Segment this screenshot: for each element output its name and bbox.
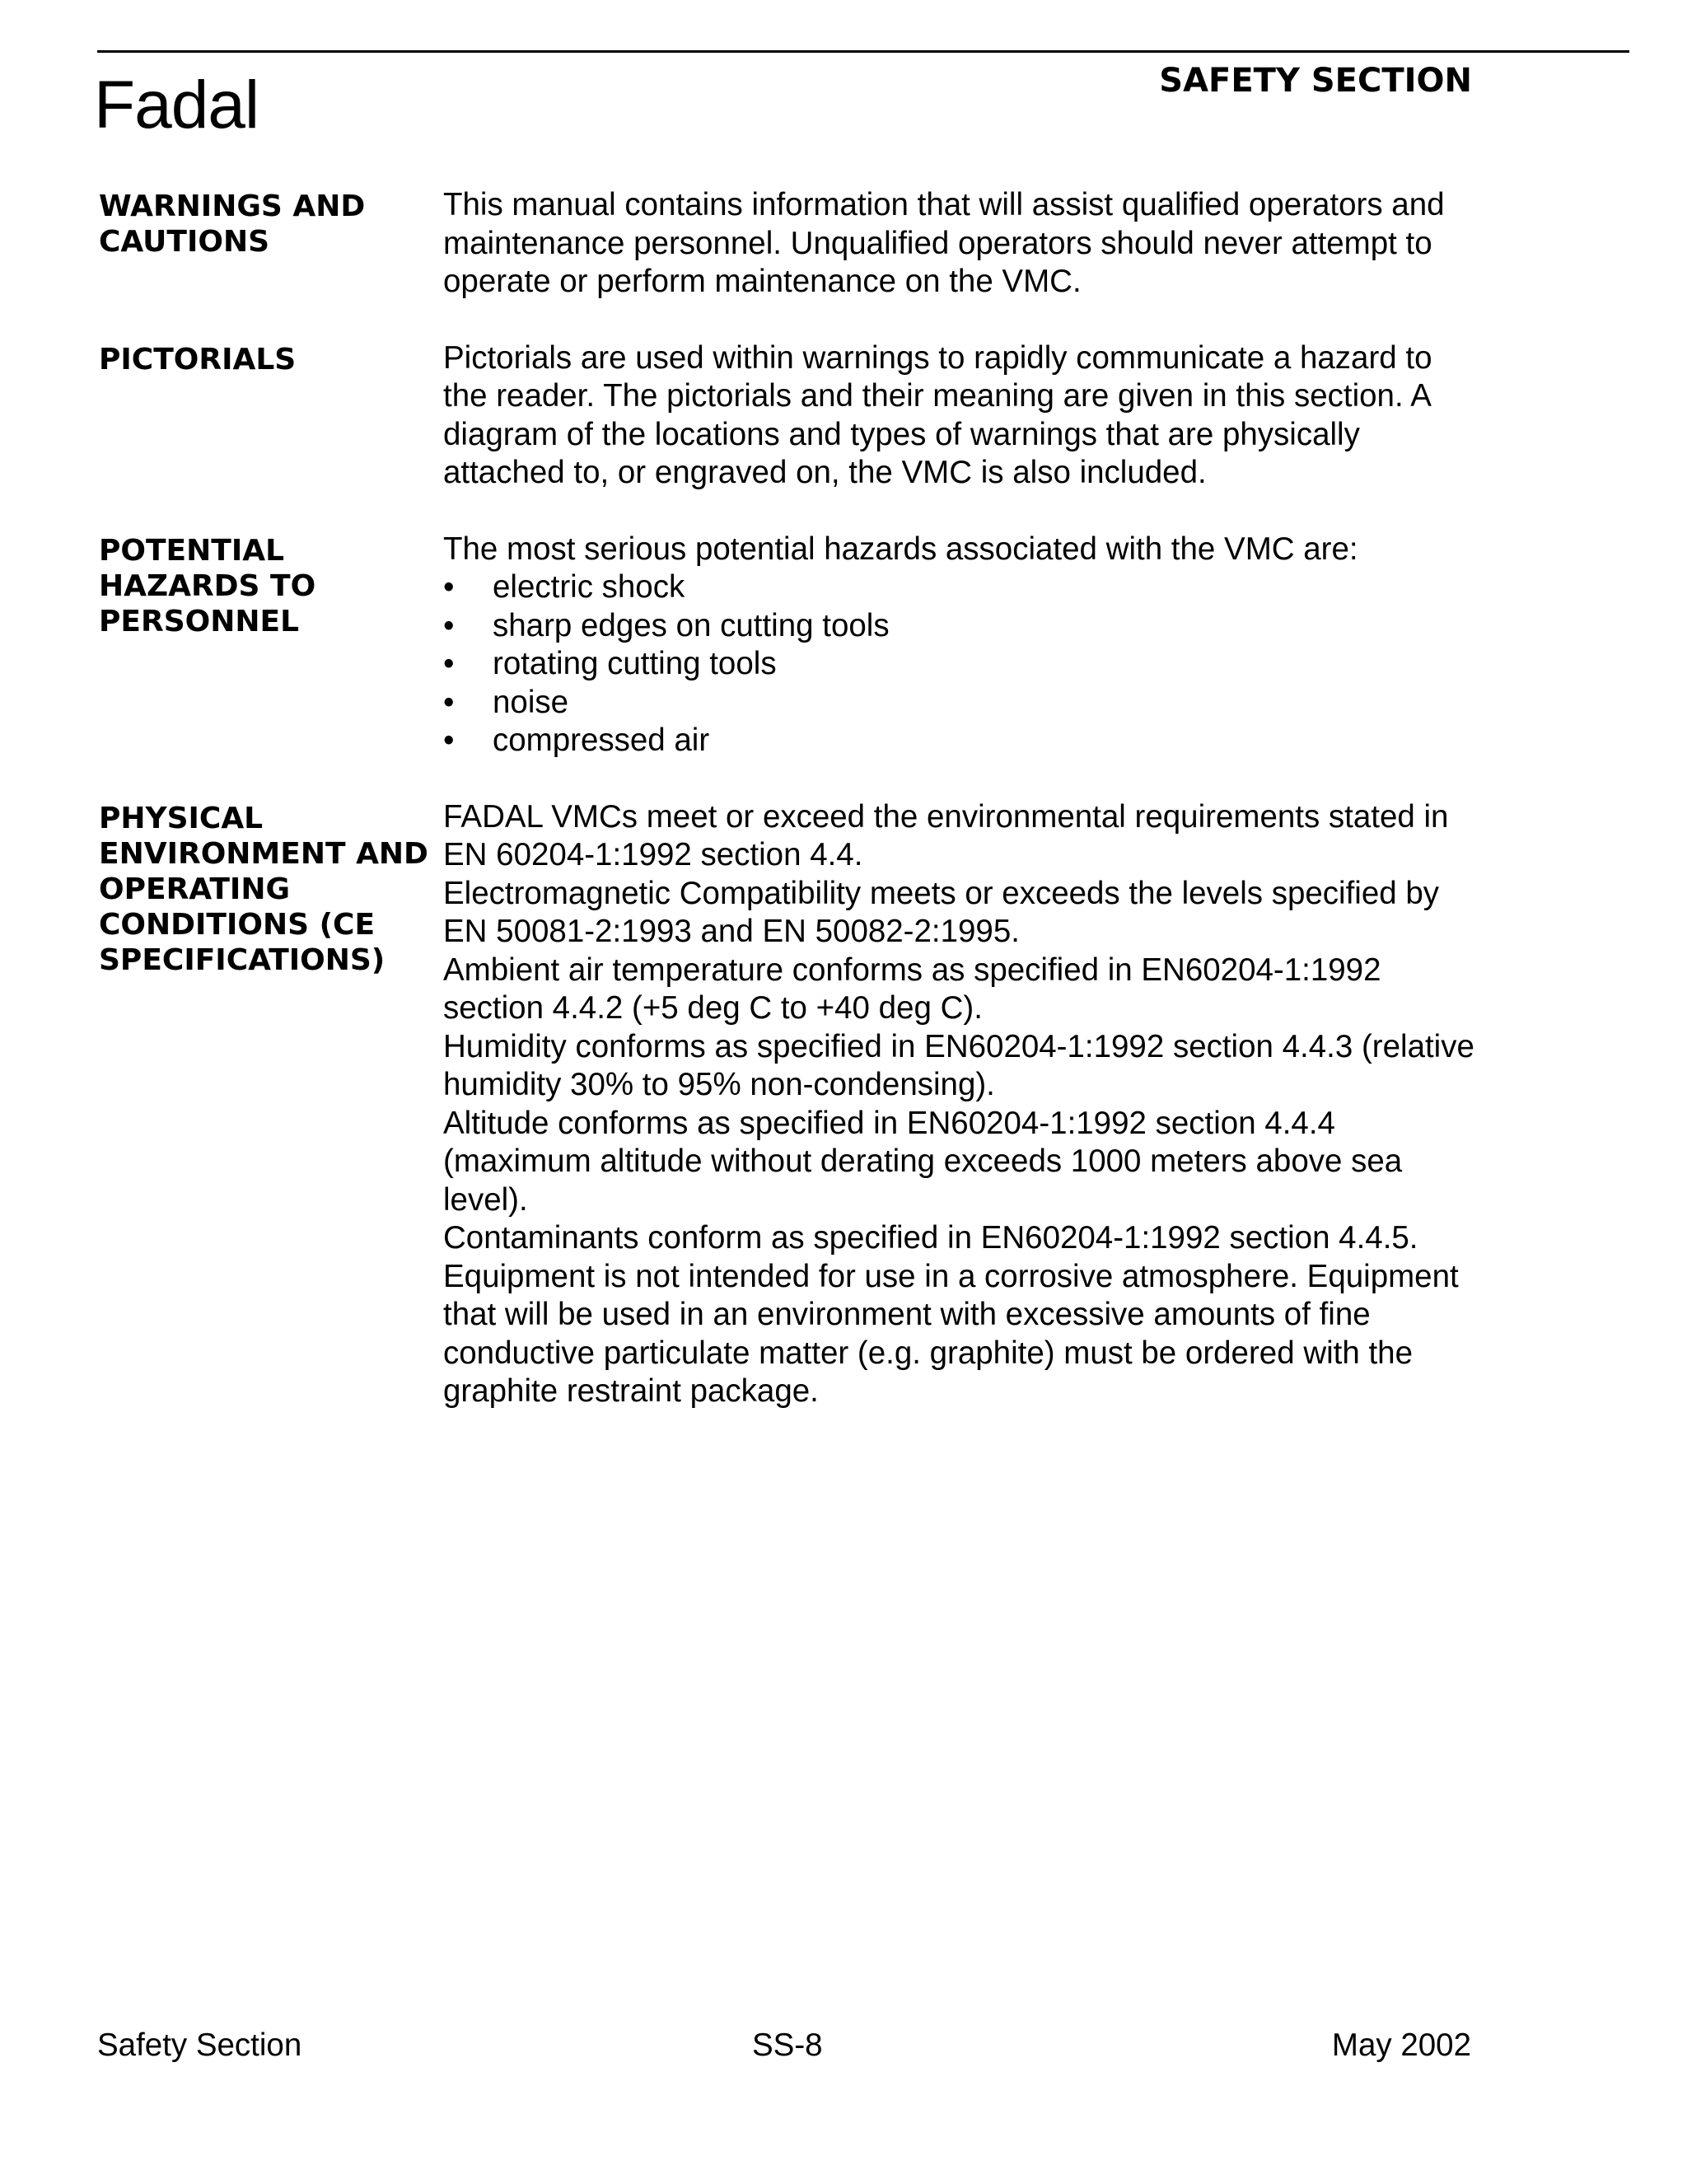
paragraph: Humidity conforms as specified in EN60204-1:1992 section 4.4.3 (relative humidity 30% to 95% non-condensing).: [443, 1028, 1474, 1102]
footer-date: May 2002: [1331, 2027, 1471, 2063]
list-item-text: sharp edges on cutting tools: [493, 607, 890, 643]
section-text: [443, 339, 1474, 493]
list-item: [443, 684, 1474, 723]
bullet-icon: •: [443, 723, 455, 758]
bullet-icon: •: [443, 607, 455, 643]
section-potential-hazards: [99, 531, 1474, 760]
document-body: [99, 186, 1474, 1449]
paragraph: Electromagnetic Compatibility meets or exceeds the levels specified by EN 50081-2:1993 and EN 50082-2:1995.: [443, 875, 1440, 949]
paragraph: This manual contains information that will assist qualified operators and maintenance personnel. Unqualified operators should never attempt to operate or perform maintenance on the VMC.: [443, 187, 1445, 299]
hazards-list: [443, 568, 1474, 760]
section-text: [443, 186, 1474, 302]
list-item-text: noise: [493, 684, 569, 720]
hazards-intro: The most serious potential hazards associated with the VMC are:: [443, 531, 1358, 567]
list-item-text: electric shock: [493, 569, 685, 605]
section-heading: POTENTIAL HAZARDS TO PERSONNEL: [99, 533, 316, 638]
paragraph: FADAL VMCs meet or exceed the environmental requirements stated in EN 60204-1:1992 section 4.4.: [443, 798, 1449, 872]
paragraph: Ambient air temperature conforms as specified in EN60204-1:1992 section 4.4.2 (+5 deg C to +40 deg C).: [443, 952, 1381, 1026]
list-item-text: rotating cutting tools: [493, 646, 777, 681]
header-rule: [97, 50, 1629, 53]
list-item: [443, 607, 1474, 646]
page-number: SS-8: [752, 2027, 823, 2063]
paragraph: Contaminants conform as specified in EN60204-1:1992 section 4.4.5. Equipment is not intended for use in a corrosive atmosphere. Equipment that will be used in an environment with excessive amounts of fine conductive particulate matter (e.g. graphite) must be ordered with the graphite restraint package.: [443, 1220, 1459, 1409]
section-heading: PICTORIALS: [99, 342, 297, 376]
section-text: [443, 531, 1474, 760]
section-warnings-and-cautions: [99, 186, 1474, 302]
footer-section-name: Safety Section: [97, 2027, 302, 2063]
bullet-icon: •: [443, 684, 455, 720]
bullet-icon: •: [443, 569, 455, 605]
section-text: [443, 798, 1474, 1411]
paragraph: Altitude conforms as specified in EN60204-1:1992 section 4.4.4 (maximum altitude without derating exceeds 1000 meters above sea level).: [443, 1105, 1403, 1218]
section-heading: WARNINGS AND CAUTIONS: [99, 189, 366, 259]
list-item: [443, 568, 1474, 607]
list-item: [443, 645, 1474, 684]
section-physical-environment: [99, 798, 1474, 1411]
bullet-icon: •: [443, 646, 455, 681]
paragraph: Pictorials are used within warnings to rapidly communicate a hazard to the reader. The pictorials and their meaning are given in this section. A diagram of the locations and types of warnings that are physically attached to, or engraved on, the VMC is also included.: [443, 339, 1432, 490]
brand-name: Fadal: [94, 68, 259, 143]
section-pictorials: [99, 339, 1474, 493]
list-item: [443, 722, 1474, 760]
section-title: SAFETY SECTION: [1159, 62, 1472, 100]
section-heading: PHYSICAL ENVIRONMENT AND OPERATING CONDITIONS (CE SPECIFICATIONS): [99, 801, 428, 977]
list-item-text: compressed air: [493, 723, 710, 758]
